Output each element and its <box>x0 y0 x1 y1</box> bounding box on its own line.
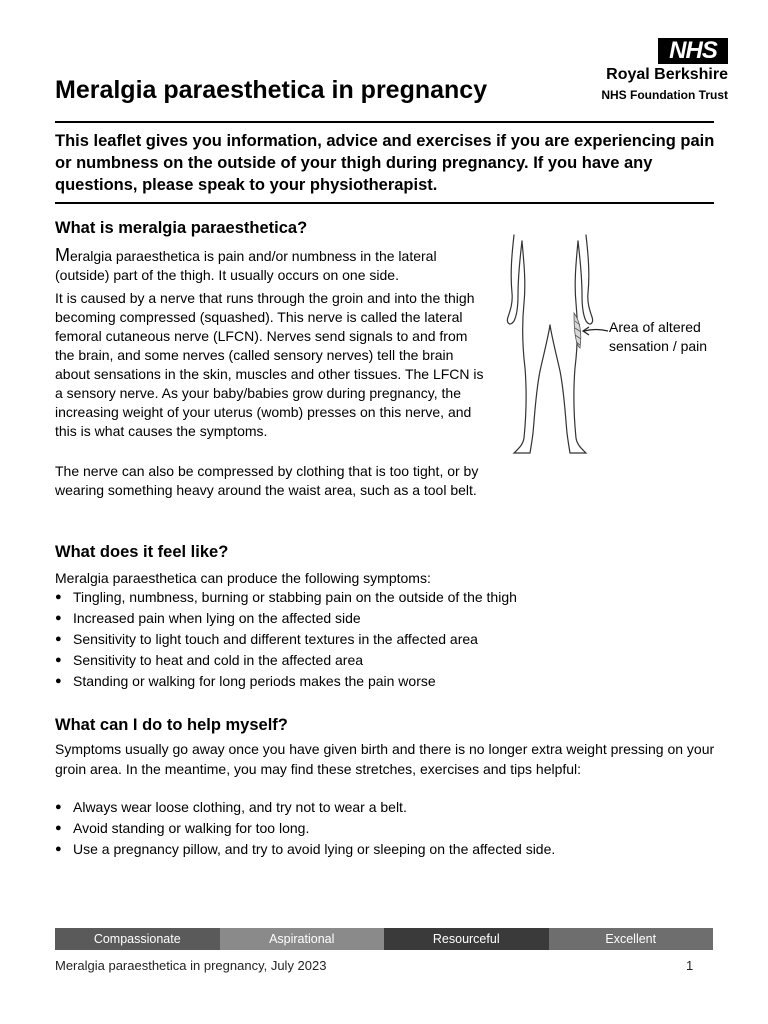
value-resourceful: Resourceful <box>384 928 549 950</box>
page-number: 1 <box>686 958 694 973</box>
org-name: Royal Berkshire <box>606 66 728 83</box>
values-bar <box>55 928 713 950</box>
list-item: ● Use a pregnancy pillow, and try to avoid lying or sleeping on the affected side. <box>55 839 555 860</box>
nhs-logo <box>578 38 728 104</box>
help-lead: Symptoms usually go away once you have given birth and there is no longer extra weight pressing on your groin area. In the meantime, you may find these stretches, exercises and tips helpful: <box>55 741 715 777</box>
org-subtitle: NHS Foundation Trust <box>601 88 728 102</box>
list-item: ● Sensitivity to light touch and different textures in the affected area <box>55 629 517 650</box>
value-compassionate: Compassionate <box>55 928 220 950</box>
paragraph-cause: It is caused by a nerve that runs through the groin and into the thigh becoming compressed (squashed). This nerve is called the lateral femoral cutaneous nerve (LFCN). Nerves send signals to and from the brain, and some nerves (called sensory nerves) tell the brain about sensations in the skin, muscles and other tissues. The LFCN is a sensory nerve. As your baby/babies grow during pregnancy, the increasing weight of your uterus (womb) presses on this nerve, and this is what causes the symptoms. <box>55 290 484 439</box>
figure-label: Area of altered sensation / pain <box>609 319 708 354</box>
list-item: ● Standing or walking for long periods makes the pain worse <box>55 671 517 692</box>
divider-top <box>55 121 714 123</box>
dropcap: M <box>55 245 70 265</box>
footer-title: Meralgia paraesthetica in pregnancy, July 2023 <box>55 958 327 973</box>
list-item: ● Increased pain when lying on the affected side <box>55 608 517 629</box>
value-excellent: Excellent <box>549 928 714 950</box>
paragraph-definition-text: eralgia paraesthetica is pain and/or numbness in the lateral (outside) part of the thigh. It usually occurs on one side. <box>55 248 437 283</box>
section-heading-help: What can I do to help myself? <box>55 716 288 734</box>
tips-list <box>55 797 555 860</box>
section-heading-what-is: What is meralgia paraesthetica? <box>55 219 308 237</box>
list-item: ● Avoid standing or walking for too long. <box>55 818 555 839</box>
list-item: ● Always wear loose clothing, and try not to wear a belt. <box>55 797 555 818</box>
symptoms-lead: Meralgia paraesthetica can produce the following symptoms: <box>55 570 431 586</box>
section-heading-feel: What does it feel like? <box>55 543 229 561</box>
paragraph-definition <box>55 246 485 285</box>
paragraph-compression: The nerve can also be compressed by clothing that is too tight, or by wearing something heavy around the waist area, such as a tool belt. <box>55 463 479 498</box>
divider-intro <box>55 202 714 204</box>
list-item: ● Tingling, numbness, burning or stabbing pain on the outside of the thigh <box>55 587 517 608</box>
nhs-badge: NHS <box>658 38 728 64</box>
symptoms-list <box>55 587 517 692</box>
list-item: ● Sensitivity to heat and cold in the affected area <box>55 650 517 671</box>
intro-text: This leaflet gives you information, advice and exercises if you are experiencing pain or numbness on the outside of your thigh during pregnancy. If you have any questions, please speak to your physiotherapist. <box>55 132 715 194</box>
page-title: Meralgia paraesthetica in pregnancy <box>55 76 488 104</box>
value-aspirational: Aspirational <box>220 928 385 950</box>
body-figure-illustration <box>500 233 620 458</box>
